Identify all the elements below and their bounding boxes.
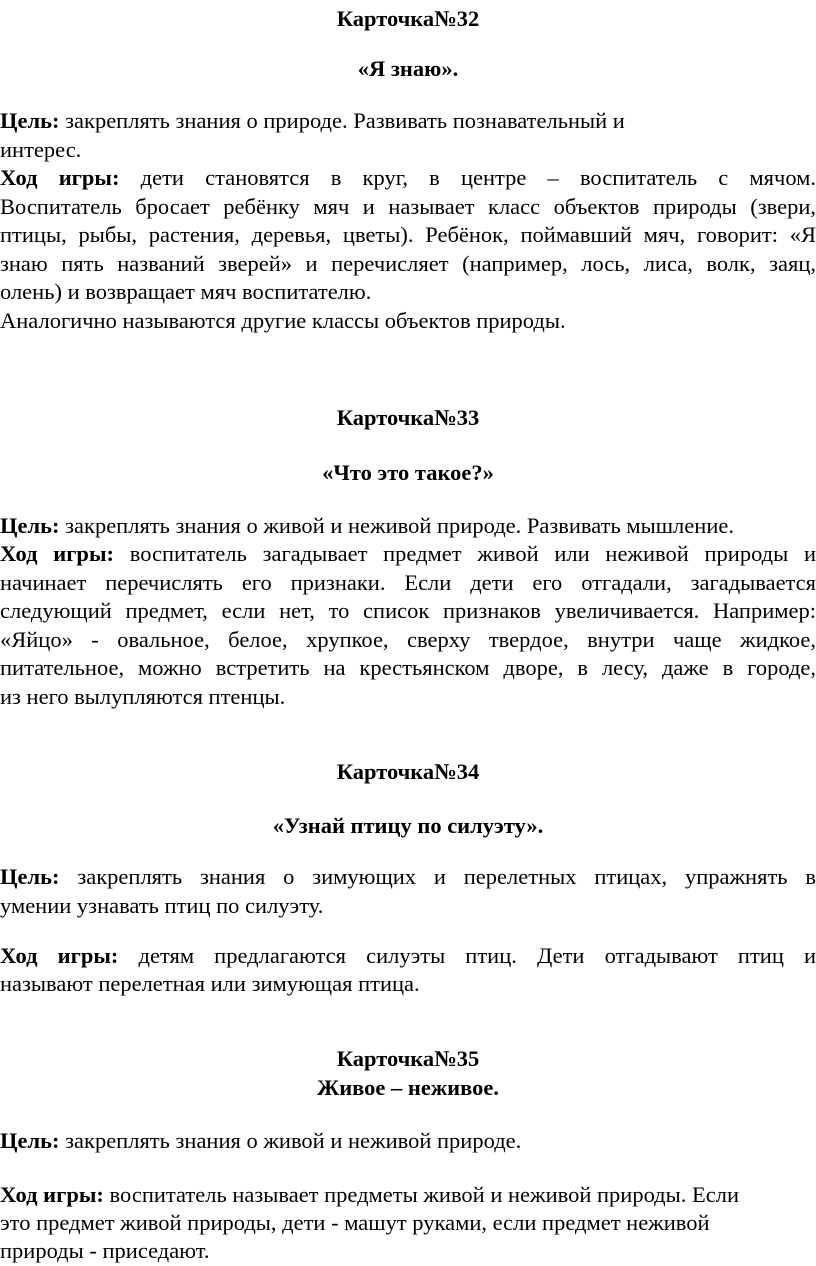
goal-line	[0, 511, 816, 540]
card-heading: Карточка№33	[336, 405, 480, 430]
card-heading: Карточка№34	[336, 759, 480, 784]
move-line: олень) и возвращает мяч воспитателю.	[0, 279, 372, 304]
move-line: Аналогично называются другие классы объектов природы.	[0, 308, 566, 333]
move-label: Ход игры:	[0, 943, 119, 968]
move-text: воспитатель называет предметы живой и неживой природы. Если	[109, 1182, 739, 1207]
move-line: из него вылупляются птенцы.	[0, 684, 286, 709]
goal-line	[0, 1126, 816, 1155]
move-line: птицы, рыбы, растения, деревья, цветы). Ребёнок, поймавший мяч, говорит: «Я	[0, 222, 816, 247]
goal-text: закреплять знания о живой и неживой природе. Развивать мышление.	[65, 513, 734, 538]
card-title: «Я знаю».	[357, 56, 459, 81]
card-title: «Узнай птицу по силуэту».	[272, 813, 544, 838]
goal-line	[0, 862, 816, 891]
goal-label: Цель:	[0, 513, 60, 538]
move-label: Ход игры:	[0, 541, 115, 566]
card-title: Живое – неживое.	[316, 1075, 500, 1100]
move-line: называют перелетная или зимующая птица.	[0, 971, 420, 996]
move-text: дети становятся в круг, в центре – воспитатель с мячом.	[140, 165, 816, 190]
move-line: знаю пять названий зверей» и перечисляет (например, лось, лиса, волк, заяц,	[0, 251, 816, 276]
move-line	[0, 163, 816, 192]
move-line: питательное, можно встретить на крестьянском дворе, в лесу, даже в городе,	[0, 655, 816, 680]
move-line	[0, 539, 816, 568]
move-line: начинает перечислять его признаки. Если дети его отгадали, загадывается	[0, 570, 816, 595]
goal-text: закреплять знания о зимующих и перелетных птицах, упражнять в	[77, 864, 816, 889]
move-line	[0, 941, 816, 970]
goal-line: умении узнавать птиц по силуэту.	[0, 893, 324, 918]
move-text: воспитатель загадывает предмет живой или неживой природы и	[129, 541, 816, 566]
card-title: «Что это такое?»	[322, 460, 494, 485]
goal-text: закреплять знания о природе. Развивать познавательный и	[65, 108, 625, 133]
goal-text: закреплять знания о живой и неживой природе.	[65, 1128, 522, 1153]
move-line	[0, 1180, 816, 1209]
move-line: природы - приседают.	[0, 1238, 210, 1263]
move-label: Ход игры:	[0, 165, 120, 190]
move-line: «Яйцо» - овальное, белое, хрупкое, сверху твердое, внутри чаще жидкое,	[0, 627, 816, 652]
goal-line: интерес.	[0, 137, 82, 162]
move-label: Ход игры:	[0, 1182, 104, 1207]
move-text: детям предлагаются силуэты птиц. Дети отгадывают птиц и	[138, 943, 816, 968]
move-line: следующий предмет, если нет, то список признаков увеличивается. Например:	[0, 598, 816, 623]
move-line: Воспитатель бросает ребёнку мяч и называет класс объектов природы (звери,	[0, 194, 816, 219]
card-heading: Карточка№35	[336, 1046, 480, 1071]
card-heading: Карточка№32	[336, 6, 480, 31]
goal-label: Цель:	[0, 108, 60, 133]
move-line: это предмет живой природы, дети - машут руками, если предмет неживой	[0, 1210, 710, 1235]
goal-label: Цель:	[0, 1128, 60, 1153]
goal-line	[0, 106, 816, 135]
goal-label: Цель:	[0, 864, 60, 889]
